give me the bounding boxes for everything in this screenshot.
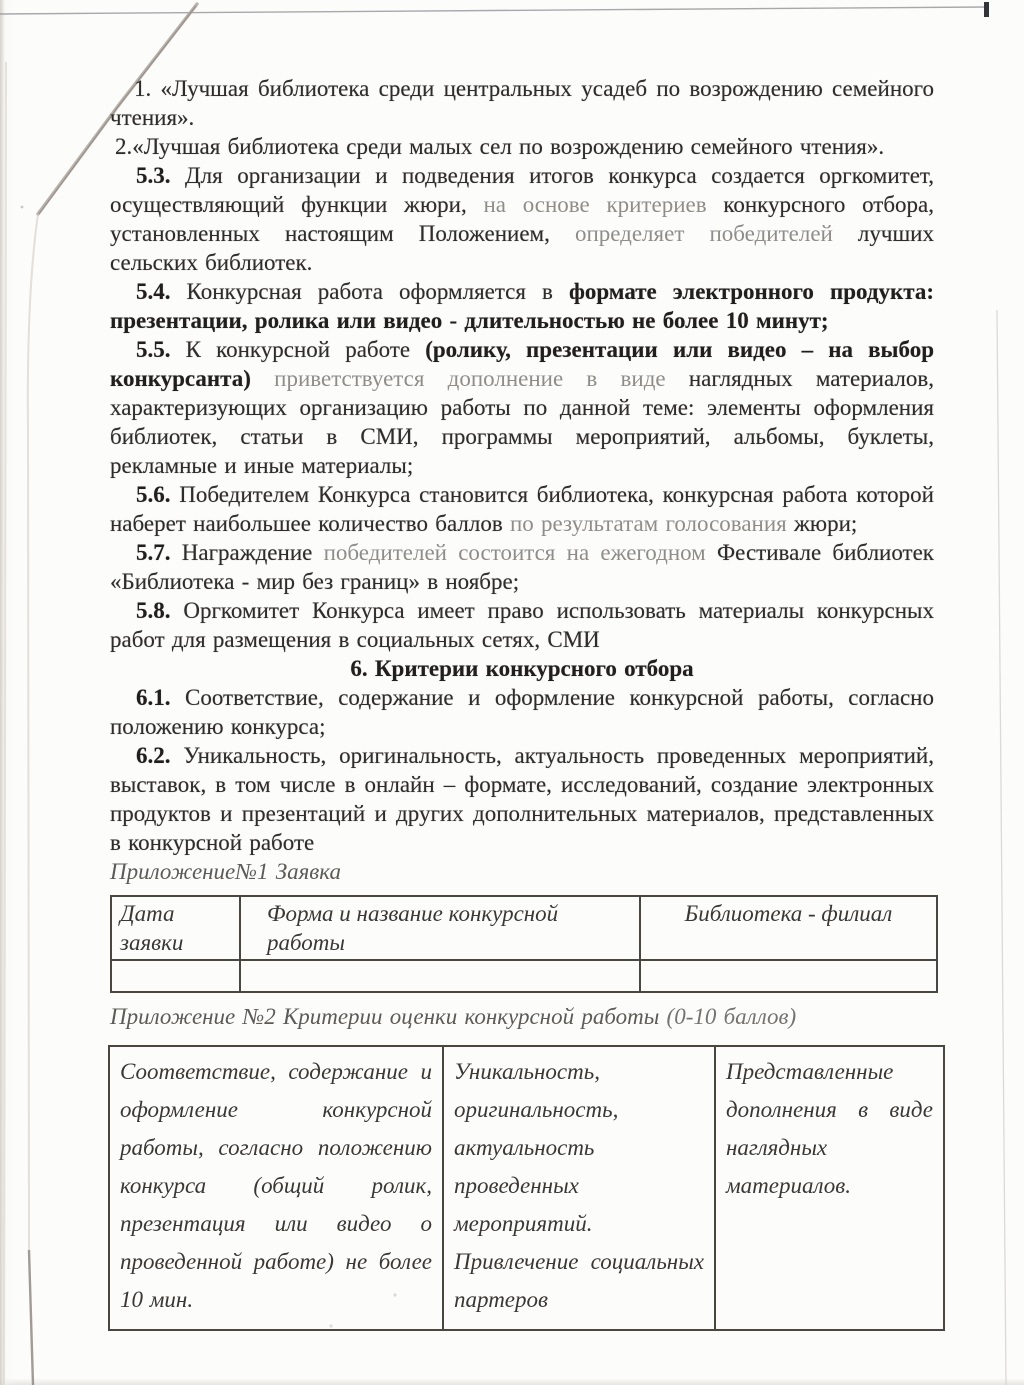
clause-5-8 xyxy=(110,596,934,654)
scanner-top-line xyxy=(0,7,986,14)
annex-2-score-range: (0-10 баллов) xyxy=(666,1004,797,1029)
clause-number: 6.2. xyxy=(136,743,171,768)
clause-text: К конкурсной работе xyxy=(170,337,426,362)
clause-5-4 xyxy=(110,277,934,335)
clause-text: жюри; xyxy=(794,511,858,536)
annex-2-caption xyxy=(110,1002,934,1031)
clause-number: 5.6. xyxy=(136,482,171,507)
application-table-empty-row xyxy=(111,960,937,992)
clause-number: 5.8. xyxy=(136,598,171,623)
clause-5-6 xyxy=(110,480,934,538)
clause-text-faded: на основе критериев xyxy=(483,192,724,217)
clause-text-faded: определяет победителей xyxy=(574,221,858,246)
page-right-edge-line xyxy=(997,310,1006,1385)
clause-number: 6.1. xyxy=(136,685,171,710)
clause-text-faded: по результатам голосования xyxy=(509,511,794,536)
header-cell-library-branch: Библиотека - филиал xyxy=(640,896,937,960)
dust-speck xyxy=(21,206,24,209)
nomination-item-2 xyxy=(110,132,934,161)
nomination-item-1 xyxy=(110,74,934,132)
application-table-header-row xyxy=(111,896,937,960)
clause-number: 5.5. xyxy=(136,337,171,362)
clause-text: Конкурсная работа оформляется в xyxy=(170,279,569,304)
empty-cell-application-date xyxy=(111,960,240,992)
header-cell-work-form-title: Форма и название конкурсной работы xyxy=(240,896,640,960)
page-left-edge-line xyxy=(4,62,6,1385)
clause-text: наглядных материалов, характеризующих организацию работы по данной теме: элементы оформления библиотек, статьи в СМИ, программы мероприятий, альбомы, буклеты, рекламные и иные материалы; xyxy=(110,366,934,478)
clause-text: Фестивале библиотек «Библиотека - мир без границ» в ноябре; xyxy=(110,540,934,594)
clause-6-1 xyxy=(110,683,934,741)
criteria-cell-compliance: Соответствие, содержание и оформление конкурсной работы, согласно положению конкурса (общий ролик, презентация или видео о проведенной работе) не более 10 мин. xyxy=(109,1046,443,1330)
clause-text-faded: победителей состоится на ежегодном xyxy=(323,540,717,565)
fold-crease-bottom xyxy=(29,1250,33,1385)
clause-text: Оргкомитет Конкурса имеет право использовать материалы конкурсных работ для размещения в социальных сетях, СМИ xyxy=(110,598,934,652)
clause-text-bold: формате электронного продукта: презентации, ролика или видео - длительностью не более 10 минут; xyxy=(110,279,934,333)
criteria-row xyxy=(109,1046,944,1330)
top-right-tick xyxy=(984,2,989,17)
clause-text-faded: приветствуется дополнение в виде xyxy=(250,366,689,391)
clause-text: Для организации и подведения итогов конкурса создается оргкомитет, осуществляющий функции жюри, xyxy=(110,163,934,217)
fold-crease-vertical xyxy=(28,214,38,1250)
clause-number: 5.3. xyxy=(136,163,171,188)
clause-5-5 xyxy=(110,335,934,480)
clause-text: Соответствие, содержание и оформление конкурсной работы, согласно положению конкурса; xyxy=(110,685,934,739)
clause-text: Уникальность, оригинальность, актуальность проведенных мероприятий, выставок, в том числе в онлайн – формате, исследований, создание электронных продуктов и презентаций и других дополнительных материалов, представленных в конкурсной работе xyxy=(110,743,934,855)
clause-5-7 xyxy=(110,538,934,596)
annex-2-text: Приложение №2 Критерии оценки конкурсной работы xyxy=(110,1004,667,1029)
section-6-heading: 6. Критерии конкурсного отбора xyxy=(350,656,694,681)
annex-1-caption: Приложение№1 Заявка xyxy=(110,859,341,884)
clause-number: 5.4. xyxy=(136,279,171,304)
criteria-partners-text: Привлечение социальных партеров xyxy=(454,1249,704,1312)
clause-text-bold: (ролику, презентации или видео – на выбор конкурсанта) xyxy=(110,337,934,391)
header-cell-application-date: Дата заявки xyxy=(111,896,240,960)
nomination-2-text: 2.«Лучшая библиотека среди малых сел по возрождению семейного чтения». xyxy=(115,134,885,159)
empty-cell-library-branch xyxy=(640,960,937,992)
evaluation-criteria-table xyxy=(108,1045,945,1331)
document-body xyxy=(110,74,934,1331)
clause-text: лучших сельских библиотек. xyxy=(110,221,934,275)
empty-cell-work-form-title xyxy=(240,960,640,992)
nomination-1-text: 1. «Лучшая библиотека среди центральных усадеб по возрождению семейного чтения». xyxy=(110,76,934,130)
clause-text: конкурсного отбора, установленных настоящим Положением, xyxy=(110,192,934,246)
application-form-table xyxy=(110,895,938,993)
clause-5-3 xyxy=(110,161,934,277)
clause-number: 5.7. xyxy=(136,540,171,565)
clause-text: Победителем Конкурса становится библиотека, конкурсная работа которой наберет наибольшее количество баллов xyxy=(110,482,934,536)
criteria-cell-visual-materials: Представленные дополнения в виде наглядных материалов. xyxy=(715,1046,944,1330)
criteria-cell-uniqueness xyxy=(443,1046,715,1330)
clause-text: Награждение xyxy=(170,540,324,565)
criteria-uniqueness-text: Уникальность, оригинальность, актуальность проведенных мероприятий. xyxy=(454,1059,619,1236)
clause-6-2 xyxy=(110,741,934,857)
